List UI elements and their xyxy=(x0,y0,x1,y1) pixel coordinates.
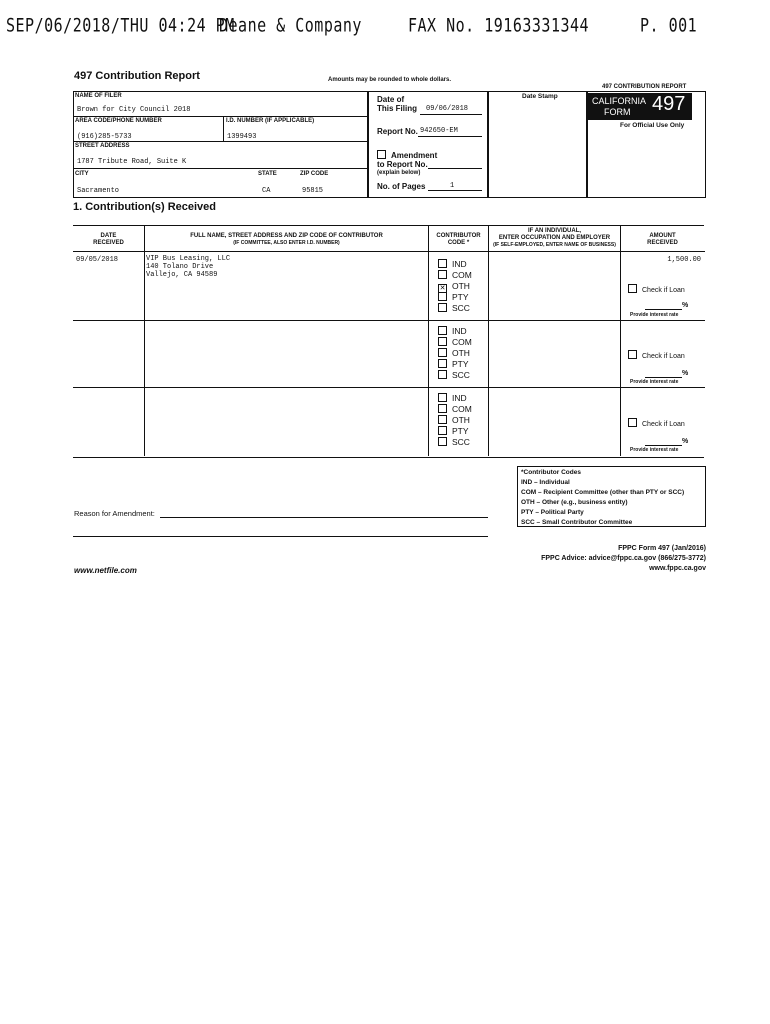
fax-number: FAX No. 19163331344 xyxy=(408,14,590,37)
row1-code-group xyxy=(438,259,472,314)
row1-pty-checkbox[interactable] xyxy=(438,292,447,301)
row1-contributor-line3: Vallejo, CA 94589 xyxy=(146,271,218,279)
footer-advice: FPPC Advice: advice@fppc.ca.gov (866/275-3772) xyxy=(541,555,706,562)
row1-oth-checkbox-checked[interactable]: ✕ xyxy=(439,284,446,292)
footer-block xyxy=(500,544,706,574)
row1-scc-checkbox[interactable] xyxy=(438,303,447,312)
row2-pty-checkbox[interactable] xyxy=(438,359,447,368)
fax-company: Deane & Company xyxy=(219,14,362,37)
legend-title: *Contributor Codes xyxy=(521,469,581,476)
row3-code-ind[interactable]: IND xyxy=(438,393,472,404)
rounding-note: Amounts may be rounded to whole dollars. xyxy=(328,77,452,83)
netfile-link: www.netfile.com xyxy=(74,566,137,575)
row2-code-pty[interactable]: PTY xyxy=(438,359,472,370)
row2-code-ind[interactable]: IND xyxy=(438,326,472,337)
header-code-2: CODE * xyxy=(447,240,470,246)
row1-code-com[interactable]: COM xyxy=(438,270,472,281)
badge-number: 497 xyxy=(652,93,686,115)
row2-ind-checkbox[interactable] xyxy=(438,326,447,335)
row3-pct: % xyxy=(682,438,689,445)
zip-code: 95815 xyxy=(302,187,324,195)
row3-pty-checkbox[interactable] xyxy=(438,426,447,435)
row1-amount: 1,500.00 xyxy=(667,256,701,264)
legend-com: COM – Recipient Committee (other than PTY or SCC) xyxy=(521,489,685,496)
row2-interest-label: Provide interest rate xyxy=(630,379,679,385)
header-name: FULL NAME, STREET ADDRESS AND ZIP CODE OF CONTRIBUTOR xyxy=(190,233,383,239)
header-date-1: DATE xyxy=(100,233,117,239)
official-use-label: For Official Use Only xyxy=(620,122,685,129)
footer-site: www.fppc.ca.gov xyxy=(649,565,706,572)
header-amount-1: AMOUNT xyxy=(649,233,676,239)
row3-code-com[interactable]: COM xyxy=(438,404,472,415)
phone-number: (916)285-5733 xyxy=(77,133,132,141)
row1-code-ind[interactable]: IND xyxy=(438,259,472,270)
zip-label: ZIP CODE xyxy=(300,171,329,177)
amendment-checkbox[interactable] xyxy=(377,150,386,159)
row1-loan[interactable]: Check if Loan xyxy=(628,284,685,294)
row1-ind-checkbox[interactable] xyxy=(438,259,447,268)
row2-com-checkbox[interactable] xyxy=(438,337,447,346)
row3-code-pty[interactable]: PTY xyxy=(438,426,472,437)
row3-scc-checkbox[interactable] xyxy=(438,437,447,446)
header-date-2: RECEIVED xyxy=(93,240,124,246)
header-occ-1: IF AN INDIVIDUAL, xyxy=(527,228,582,234)
fax-page: P. 001 xyxy=(640,14,698,37)
row2-code-scc[interactable]: SCC xyxy=(438,370,472,381)
row3-com-checkbox[interactable] xyxy=(438,404,447,413)
filer-name: Brown for City Council 2018 xyxy=(77,106,191,114)
row3-code-scc[interactable]: SCC xyxy=(438,437,472,448)
state-label: STATE xyxy=(258,171,277,177)
row2-code-group xyxy=(438,326,472,381)
date-stamp-label: Date Stamp xyxy=(522,93,558,100)
id-number: 1399493 xyxy=(227,133,257,141)
header-occ-2: ENTER OCCUPATION AND EMPLOYER xyxy=(498,235,611,241)
legend-text xyxy=(521,468,684,528)
row2-scc-checkbox[interactable] xyxy=(438,370,447,379)
row3-loan[interactable]: Check if Loan xyxy=(628,418,685,428)
badge-form: FORM xyxy=(604,107,631,117)
footer-form-id: FPPC Form 497 (Jan/2016) xyxy=(618,545,706,552)
filing-date-label-2: This Filing xyxy=(377,104,417,113)
row1-code-pty[interactable]: PTY xyxy=(438,292,472,303)
reason-line-2[interactable] xyxy=(73,536,488,537)
row2-loan-checkbox[interactable] xyxy=(628,350,637,359)
pages-count: 1 xyxy=(450,182,455,190)
legend-scc: SCC – Small Contributor Committee xyxy=(521,519,633,526)
street-label: STREET ADDRESS xyxy=(75,143,130,149)
street-address: 1787 Tribute Road, Suite K xyxy=(77,158,187,166)
reason-label: Reason for Amendment: xyxy=(74,509,155,518)
phone-label: AREA CODE/PHONE NUMBER xyxy=(75,118,162,124)
report-no-label: Report No. xyxy=(377,127,418,136)
city-label: CITY xyxy=(75,171,89,177)
badge-state: CALIFORNIA xyxy=(592,96,647,106)
filer-name-label: NAME OF FILER xyxy=(75,93,122,99)
row3-code-oth[interactable]: OTH xyxy=(438,415,472,426)
amendment-label: Amendment xyxy=(391,151,438,160)
filing-date-label-1: Date of xyxy=(377,95,405,104)
header-amount-2: RECEIVED xyxy=(647,240,678,246)
row1-contributor-line2: 140 Tolano Drive xyxy=(146,263,214,271)
header-code-1: CONTRIBUTOR xyxy=(436,233,481,239)
row1-code-scc[interactable]: SCC xyxy=(438,303,472,314)
row3-loan-checkbox[interactable] xyxy=(628,418,637,427)
header-occ-3: (IF SELF-EMPLOYED, ENTER NAME OF BUSINESS) xyxy=(493,242,616,248)
amendment-report-label: to Report No. xyxy=(377,160,428,169)
reason-line-1[interactable] xyxy=(160,517,488,518)
row3-ind-checkbox[interactable] xyxy=(438,393,447,402)
row1-loan-checkbox[interactable] xyxy=(628,284,637,293)
row2-code-com[interactable]: COM xyxy=(438,337,472,348)
date-stamp-box xyxy=(487,91,588,198)
form-title: 497 Contribution Report xyxy=(74,70,200,82)
filing-date: 09/06/2018 xyxy=(426,105,469,113)
section-title: 1. Contribution(s) Received xyxy=(73,201,217,213)
id-number-label: I.D. NUMBER (IF APPLICABLE) xyxy=(226,118,315,124)
legend-oth: OTH – Other (e.g., business entity) xyxy=(521,499,628,506)
header-name-sub: (IF COMMITTEE, ALSO ENTER I.D. NUMBER) xyxy=(233,240,340,246)
row2-code-oth[interactable]: OTH xyxy=(438,348,472,359)
row3-interest-label: Provide interest rate xyxy=(630,447,679,453)
row1-date: 09/05/2018 xyxy=(76,256,119,264)
legend-ind: IND – Individual xyxy=(521,479,570,486)
top-right-label: 497 CONTRIBUTION REPORT xyxy=(602,84,687,90)
row1-code-oth[interactable]: ✕ OTH xyxy=(439,281,470,292)
row1-pct: % xyxy=(682,302,689,309)
row3-oth-checkbox[interactable] xyxy=(438,415,447,424)
state: CA xyxy=(262,187,271,195)
row2-pct: % xyxy=(682,370,689,377)
amendment-note: (explain below) xyxy=(377,170,421,176)
report-no: 942650-EM xyxy=(420,127,458,135)
city: Sacramento xyxy=(77,187,120,195)
row1-interest-label: Provide interest rate xyxy=(630,312,679,318)
row2-oth-checkbox[interactable] xyxy=(438,348,447,357)
amendment-field xyxy=(377,150,437,160)
row1-com-checkbox[interactable] xyxy=(438,270,447,279)
row1-contributor-line1: VIP Bus Leasing, LLC xyxy=(146,255,231,263)
row3-code-group xyxy=(438,393,472,448)
fax-datetime: SEP/06/2018/THU 04:24 PM xyxy=(6,14,235,37)
pages-label: No. of Pages xyxy=(377,182,426,191)
row2-loan[interactable]: Check if Loan xyxy=(628,350,685,360)
legend-pty: PTY – Political Party xyxy=(521,509,584,516)
